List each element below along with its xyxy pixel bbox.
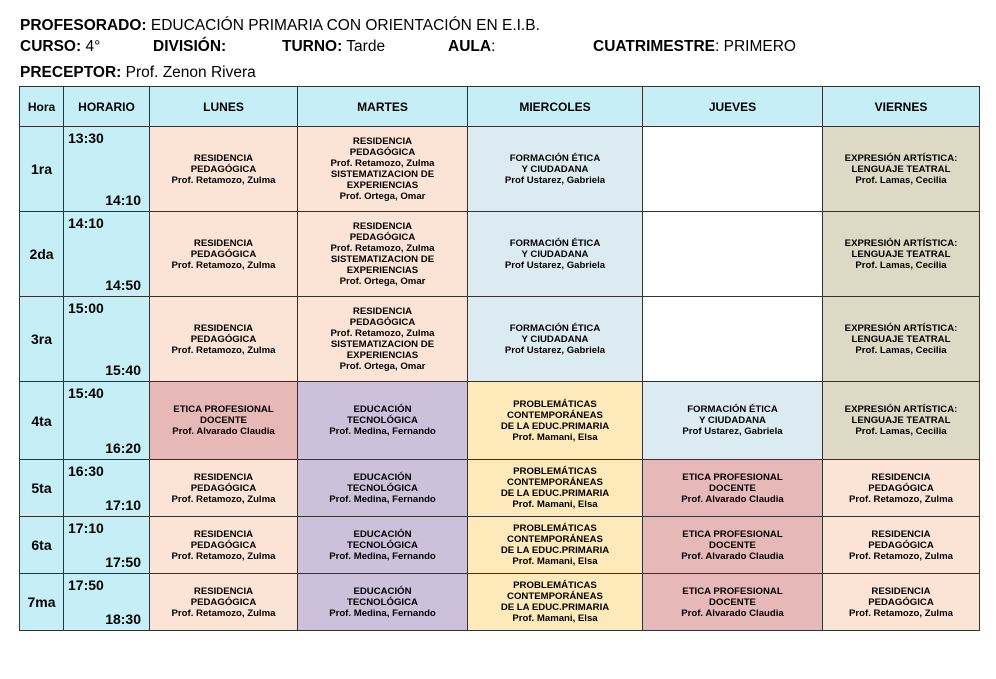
col-header-lunes: LUNES	[150, 87, 298, 127]
professor-name: Prof. Lamas, Cecilia	[855, 259, 947, 271]
hora-cell: 2da	[20, 212, 64, 297]
subject-name: EXPRESIÓN ARTÍSTICA: LENGUAJE TEATRAL	[844, 322, 958, 345]
professor-name: Prof. Mamani, Elsa	[512, 499, 598, 510]
start-time: 17:10	[68, 520, 104, 536]
horario-cell	[64, 382, 150, 460]
start-time: 13:30	[68, 130, 104, 146]
profesorado-line	[20, 16, 540, 36]
start-time: 15:00	[68, 300, 104, 316]
schedule-table	[19, 86, 980, 631]
horario-cell	[64, 127, 150, 212]
class-cell	[823, 127, 980, 212]
professor-name: Prof. Alvarado Claudia	[681, 550, 784, 562]
professor-name: Prof. Retamozo, Zulma	[171, 550, 276, 562]
class-cell	[150, 574, 298, 631]
class-cell	[823, 460, 980, 517]
table-row	[20, 212, 980, 297]
subject-name: RESIDENCIA PEDAGÓGICA Prof. Retamozo, Zulma SISTEMATIZACION DE EXPERIENCIAS	[330, 306, 435, 361]
subject-name: EDUCACIÓN TECNOLÓGICA	[347, 585, 418, 608]
horario-cell	[64, 517, 150, 574]
hora-cell: 4ta	[20, 382, 64, 460]
class-cell	[643, 517, 823, 574]
class-cell	[298, 212, 468, 297]
division-label: DIVISIÓN:	[153, 38, 227, 55]
professor-name: Prof. Alvarado Claudia	[681, 607, 784, 619]
profesorado-label: PROFESORADO:	[20, 17, 147, 34]
professor-name: Prof. Retamozo, Zulma	[849, 493, 953, 505]
class-cell	[468, 127, 643, 212]
start-time: 16:30	[68, 463, 104, 479]
class-cell	[298, 382, 468, 460]
hora-cell: 7ma	[20, 574, 64, 631]
class-cell	[643, 297, 823, 382]
hora-cell: 5ta	[20, 460, 64, 517]
horario-cell	[64, 212, 150, 297]
turno-label: TURNO:	[282, 38, 343, 55]
professor-name: Prof. Retamozo, Zulma	[171, 607, 276, 619]
subject-name: ETICA PROFESIONAL DOCENTE	[173, 404, 274, 426]
col-header-miercoles: MIERCOLES	[468, 87, 643, 127]
subject-name: PROBLEMÁTICAS CONTEMPORÁNEAS DE LA EDUC.PRIMARIA	[500, 580, 610, 613]
subject-name: EDUCACIÓN TECNOLÓGICA	[347, 404, 418, 426]
class-cell	[150, 382, 298, 460]
class-cell	[823, 297, 980, 382]
class-cell	[823, 382, 980, 460]
turno-value: Tarde	[342, 38, 386, 55]
professor-name: Prof. Mamani, Elsa	[512, 431, 598, 443]
class-cell	[468, 297, 643, 382]
class-cell	[823, 212, 980, 297]
curso-value: 4°	[81, 38, 101, 55]
professor-name: Prof. Retamozo, Zulma	[171, 344, 276, 356]
professor-name: Prof. Retamozo, Zulma	[849, 607, 953, 619]
subject-name: RESIDENCIA PEDAGÓGICA	[868, 585, 934, 608]
subject-name: RESIDENCIA PEDAGÓGICA	[190, 585, 257, 608]
subject-name: RESIDENCIA PEDAGÓGICA Prof. Retamozo, Zulma SISTEMATIZACION DE EXPERIENCIAS	[330, 136, 435, 191]
end-time: 17:10	[105, 497, 141, 513]
subject-name: FORMACIÓN ÉTICA Y CIUDADANA	[509, 322, 601, 345]
preceptor-value: Prof. Zenon Rivera	[121, 64, 256, 81]
col-header-horario: HORARIO	[64, 87, 150, 127]
class-cell	[468, 460, 643, 517]
subject-name: RESIDENCIA PEDAGÓGICA Prof. Retamozo, Zulma SISTEMATIZACION DE EXPERIENCIAS	[330, 221, 435, 276]
class-cell	[150, 297, 298, 382]
class-cell	[468, 517, 643, 574]
subject-name: EDUCACIÓN TECNOLÓGICA	[347, 471, 418, 494]
professor-name: Prof. Mamani, Elsa	[512, 613, 598, 624]
start-time: 17:50	[68, 577, 104, 593]
professor-name: Prof. Alvarado Claudia	[172, 426, 275, 437]
professor-name: Prof. Medina, Fernando	[329, 550, 436, 562]
subject-name: PROBLEMÁTICAS CONTEMPORÁNEAS DE LA EDUC.PRIMARIA	[500, 466, 610, 499]
col-header-martes: MARTES	[298, 87, 468, 127]
subject-name: EXPRESIÓN ARTÍSTICA: LENGUAJE TEATRAL	[844, 237, 958, 260]
professor-name: Prof. Lamas, Cecilia	[855, 426, 947, 437]
professor-name: Prof. Ortega, Omar	[339, 191, 426, 202]
header-row	[20, 87, 980, 127]
start-time: 14:10	[68, 215, 104, 231]
class-cell	[823, 517, 980, 574]
subject-name: FORMACIÓN ÉTICA Y CIUDADANA	[509, 237, 601, 260]
table-row	[20, 574, 980, 631]
subject-name: EDUCACIÓN TECNOLÓGICA	[347, 528, 418, 551]
subject-name: ETICA PROFESIONAL DOCENTE	[682, 585, 783, 608]
professor-name: Prof Ustarez, Gabriela	[504, 174, 606, 186]
subject-name: PROBLEMÁTICAS CONTEMPORÁNEAS DE LA EDUC.PRIMARIA	[500, 398, 610, 432]
class-cell	[150, 517, 298, 574]
professor-name: Prof. Mamani, Elsa	[512, 556, 598, 567]
subject-name: FORMACIÓN ÉTICA Y CIUDADANA	[509, 152, 601, 175]
subject-name: PROBLEMÁTICAS CONTEMPORÁNEAS DE LA EDUC.PRIMARIA	[500, 523, 610, 556]
professor-name: Prof Ustarez, Gabriela	[682, 426, 783, 437]
preceptor-label: PRECEPTOR:	[20, 64, 122, 81]
class-cell	[150, 212, 298, 297]
preceptor-line	[20, 63, 256, 83]
curso-label: CURSO:	[20, 38, 82, 55]
hora-cell: 6ta	[20, 517, 64, 574]
professor-name: Prof. Alvarado Claudia	[681, 493, 784, 505]
professor-name: Prof. Lamas, Cecilia	[855, 344, 947, 356]
profesorado-value: EDUCACIÓN PRIMARIA CON ORIENTACIÓN EN E.I.B.	[146, 17, 540, 34]
class-cell	[298, 460, 468, 517]
professor-name: Prof. Lamas, Cecilia	[855, 174, 947, 186]
class-cell	[298, 574, 468, 631]
subject-name: RESIDENCIA PEDAGÓGICA	[868, 471, 934, 494]
end-time: 14:10	[105, 192, 141, 208]
end-time: 18:30	[105, 611, 141, 627]
subject-name: RESIDENCIA PEDAGÓGICA	[190, 237, 257, 260]
subject-name: RESIDENCIA PEDAGÓGICA	[190, 322, 257, 345]
col-header-viernes: VIERNES	[823, 87, 980, 127]
professor-name: Prof. Ortega, Omar	[339, 276, 426, 287]
table-row	[20, 460, 980, 517]
professor-name: Prof. Medina, Fernando	[329, 493, 436, 505]
professor-name: Prof Ustarez, Gabriela	[504, 344, 606, 356]
hora-cell: 1ra	[20, 127, 64, 212]
class-cell	[298, 517, 468, 574]
end-time: 15:40	[105, 362, 141, 378]
class-cell	[468, 574, 643, 631]
horario-cell	[64, 460, 150, 517]
horario-cell	[64, 574, 150, 631]
class-cell	[643, 212, 823, 297]
col-header-jueves: JUEVES	[643, 87, 823, 127]
subject-name: RESIDENCIA PEDAGÓGICA	[190, 528, 257, 551]
class-cell	[298, 127, 468, 212]
class-cell	[150, 127, 298, 212]
professor-name: Prof. Ortega, Omar	[339, 361, 426, 372]
cuatrimestre-label: CUATRIMESTRE	[593, 38, 715, 55]
end-time: 17:50	[105, 554, 141, 570]
subject-name: RESIDENCIA PEDAGÓGICA	[190, 471, 257, 494]
subject-name: RESIDENCIA PEDAGÓGICA	[190, 152, 257, 175]
professor-name: Prof. Retamozo, Zulma	[171, 493, 276, 505]
professor-name: Prof Ustarez, Gabriela	[504, 259, 606, 271]
hora-cell: 3ra	[20, 297, 64, 382]
class-cell	[468, 212, 643, 297]
class-cell	[643, 127, 823, 212]
subject-name: ETICA PROFESIONAL DOCENTE	[682, 528, 783, 551]
subject-name: EXPRESIÓN ARTÍSTICA: LENGUAJE TEATRAL	[844, 152, 958, 175]
professor-name: Prof. Retamozo, Zulma	[171, 259, 276, 271]
table-row	[20, 127, 980, 212]
end-time: 14:50	[105, 277, 141, 293]
horario-cell	[64, 297, 150, 382]
subject-name: RESIDENCIA PEDAGÓGICA	[868, 528, 934, 551]
col-header-hora: Hora	[20, 87, 64, 127]
class-cell	[643, 382, 823, 460]
class-cell	[823, 574, 980, 631]
aula-label: AULA	[448, 38, 492, 55]
end-time: 16:20	[105, 440, 141, 456]
subject-name: EXPRESIÓN ARTÍSTICA: LENGUAJE TEATRAL	[844, 404, 958, 426]
professor-name: Prof. Medina, Fernando	[329, 607, 436, 619]
professor-name: Prof. Retamozo, Zulma	[849, 550, 953, 562]
cuatrimestre-value: : PRIMERO	[715, 38, 796, 55]
class-cell	[150, 460, 298, 517]
start-time: 15:40	[68, 385, 104, 401]
table-row	[20, 517, 980, 574]
class-cell	[468, 382, 643, 460]
professor-name: Prof. Medina, Fernando	[329, 426, 436, 437]
class-cell	[643, 574, 823, 631]
class-cell	[298, 297, 468, 382]
table-row	[20, 297, 980, 382]
subject-name: FORMACIÓN ÉTICA Y CIUDADANA	[687, 404, 778, 426]
subject-name: ETICA PROFESIONAL DOCENTE	[682, 471, 783, 494]
class-cell	[643, 460, 823, 517]
aula-value: :	[491, 38, 496, 55]
table-row	[20, 382, 980, 460]
professor-name: Prof. Retamozo, Zulma	[171, 174, 276, 186]
